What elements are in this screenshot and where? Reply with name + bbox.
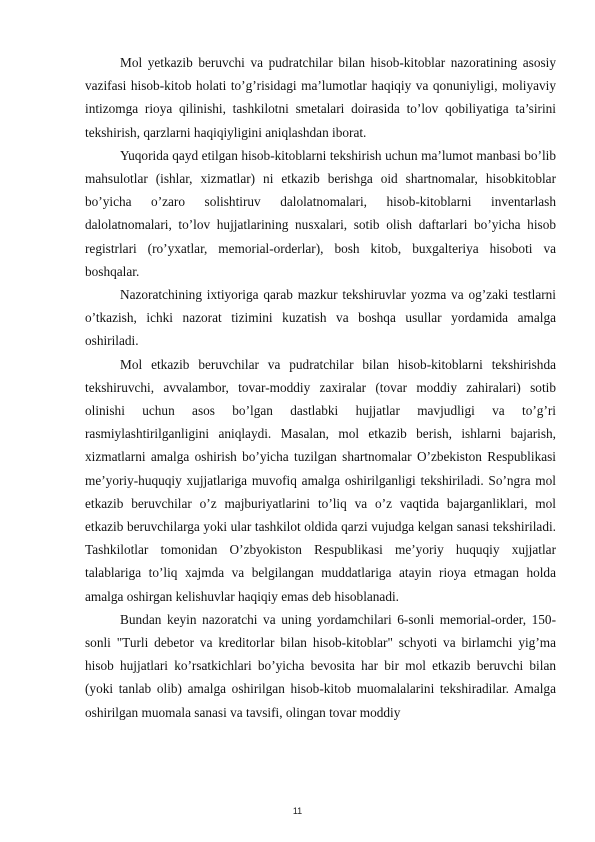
paragraph-3: Nazoratchining ixtiyoriga qarab mazkur tekshiruvlar yozma va og’zaki testlarni o’tkazish, ichki nazorat tizimini kuzatish va boshqa usullar yordamida amalga oshiriladi. bbox=[85, 287, 556, 349]
paragraph-5: Bundan keyin nazoratchi va uning yordamchilari 6-sonli memorial-order, 150-sonli "Turli debetor va kreditorlar bilan hisob-kitoblar" schyoti va birlamchi yig’ma hisob hujjatlari ko’rsatkichlari bo’yicha bevosita har bir mol etkazib beruvchi bilan (yoki tanlab olib) amalga oshirilgan hisob-kitob muomalalarini tekshiradilar. Amalga oshirilgan muomala sanasi va tavsifi, olingan tovar moddiy bbox=[85, 611, 556, 720]
paragraph-1: Mol yetkazib beruvchi va pudratchilar bilan hisob-kitoblar nazoratining asosiy vazifasi hisob-kitob holati to’g’risidagi ma’lumotlar haqiqiy va qonuniyligi, moliyaviy intizomga rioya qilinishi, tashkilotni smetalari doirasida to’lov qobiliyatiga ta’sirini tekshirish, qarzlarni haqiqiyligini aniqlashdan iborat. bbox=[85, 55, 556, 140]
paragraph-4: Mol etkazib beruvchilar va pudratchilar bilan hisob-kitoblarni tekshirishda tekshiruvchi, avvalambor, tovar-moddiy zaxiralar (tovar moddiy zahiralari) sotib olinishi uchun asos bo’lgan dastlabki hujjatlar mavjudligi va to’g’ri rasmiylashtirilganligini aniqlaydi. Masalan, mol etkazib berish, ishlarni bajarish, xizmatlarni amalga oshirish bo’yicha tuzilgan shartnomalar O’zbekiston Respublikasi me’yoriy-huquqiy xujjatlariga muvofiq amalga oshirilganligi tekshiriladi. So’ngra mol etkazib beruvchilar o’z majburiyatlarini to’liq va o’z vaqtida bajarganliklari, mol etkazib beruvchilarga yoki ular tashkilot oldida qarzi vujudga kelgan sanasi tekshiriladi. Tashkilotlar tomonidan O’zbyokiston Respublikasi me’yoriy huquqiy xujjatlar talablariga to’liq xajmda va belgilangan muddatlariga atayin rioya etmagan holda amalga oshirgan kelishuvlar haqiqiy emas deb hisoblanadi. bbox=[85, 356, 556, 604]
page-number: 11 bbox=[292, 806, 303, 816]
document-page bbox=[85, 51, 556, 724]
paragraph-2: Yuqorida qayd etilgan hisob-kitoblarni tekshirish uchun ma’lumot manbasi bo’lib mahsulotlar (ishlar, xizmatlar) ni etkazib berishga oid shartnomalar, hisobkitoblar bo’yicha o’zaro solishtiruv dalolatnomalari, hisob-kitoblarni inventarlash dalolatnomalari, to’lov hujjatlarining nusxalari, sotib olish daftarlari bo’yicha hisob registrlari (ro’yxatlar, memorial-orderlar), bosh kitob, buxgalteriya hisoboti va boshqalar. bbox=[85, 147, 556, 279]
